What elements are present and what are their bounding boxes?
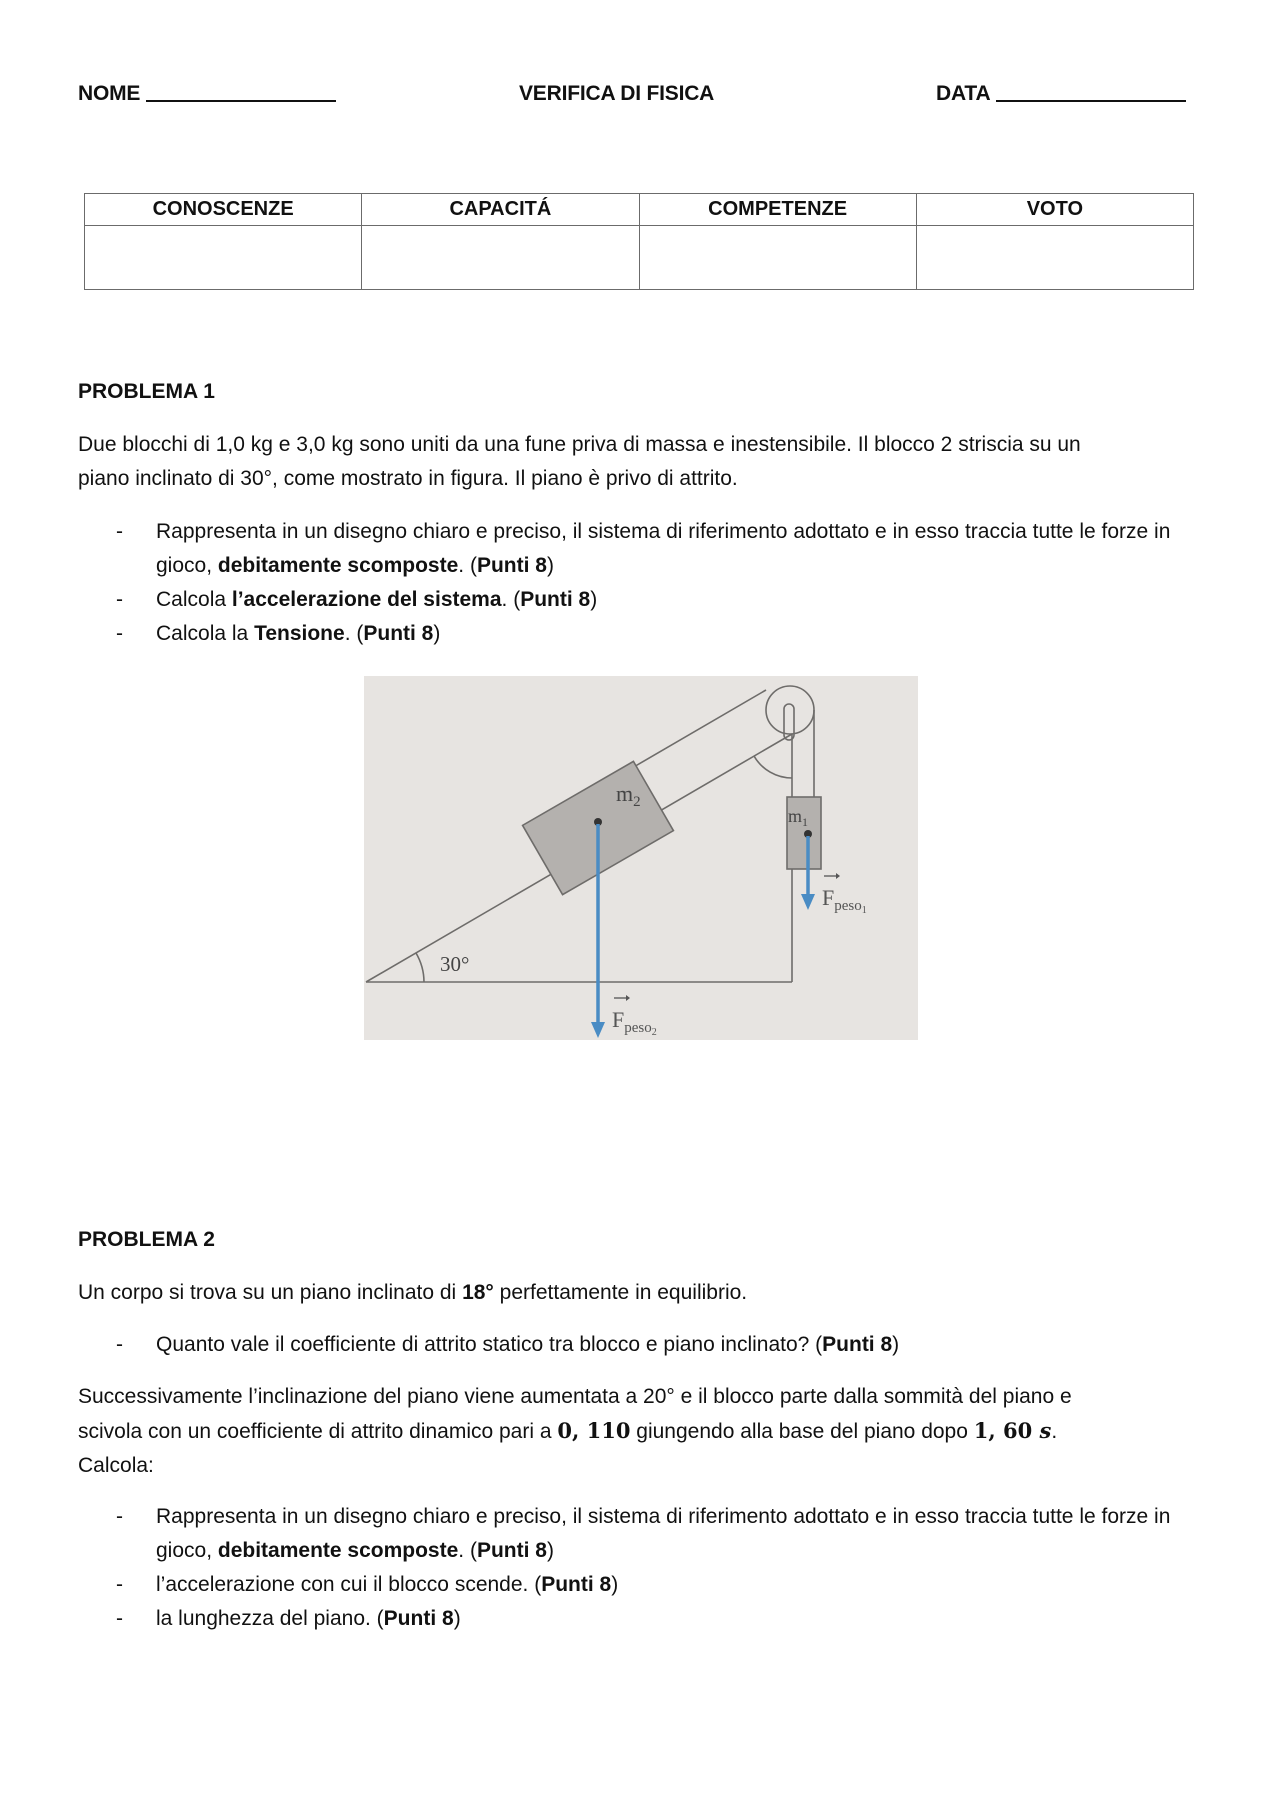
arrowhead-icon	[591, 1022, 605, 1038]
emphasis: l’accelerazione del sistema	[231, 588, 502, 611]
list-marker: -	[116, 622, 123, 645]
exam-title: VERIFICA DI FISICA	[519, 82, 715, 105]
list-marker: -	[116, 1333, 123, 1356]
problem2-task-1: - Rappresenta in un disegno chiaro e preciso, il sistema di riferimento adottato e in esso traccia tutte le forze in gioco, debitamente scomposte. (Punti 8)	[78, 1500, 1208, 1568]
points-label: Punti 8	[476, 1539, 547, 1562]
angle-arc-30	[416, 953, 424, 982]
inclined-plane-figure	[364, 676, 918, 1040]
list-marker: -	[116, 1505, 123, 1528]
grade-table-header-row	[85, 194, 1194, 226]
points-label: Punti 8	[383, 1607, 454, 1630]
list-marker: -	[116, 588, 123, 611]
inclined-plane-diagram	[364, 676, 918, 1040]
angle-value: 18°	[462, 1281, 494, 1304]
problem2-task-2: - l’accelerazione con cui il blocco scende. (Punti 8)	[78, 1568, 1208, 1602]
mu-value: 0, 110	[557, 1418, 631, 1443]
cell-competenze[interactable]	[639, 226, 916, 290]
angle-arc-top	[754, 756, 792, 778]
problem1-task-1: - Rappresenta in un disegno chiaro e preciso, il sistema di riferimento adottato e in esso traccia tutte le forze in gioco, debitamente scomposte. (Punti 8)	[78, 515, 1208, 583]
list-marker: -	[116, 1607, 123, 1630]
col-voto: VOTO	[916, 194, 1193, 226]
block2-label: $m_2$	[616, 781, 641, 810]
name-label: NOME	[78, 82, 141, 105]
list-marker: -	[116, 520, 123, 543]
pulley-icon	[766, 686, 814, 734]
problem1-intro	[78, 428, 1208, 496]
problem2-static-task-list	[78, 1328, 1208, 1362]
col-capacita: CAPACITÁ	[362, 194, 639, 226]
problem2-intro: Un corpo si trova su un piano inclinato di 18° perfettamente in equilibrio.	[78, 1281, 748, 1304]
emphasis: debitamente scomposte	[217, 1539, 459, 1562]
problem2-paragraph	[78, 1380, 1208, 1483]
points-label: Punti 8	[520, 588, 591, 611]
grade-table	[84, 193, 1194, 290]
problem2-title: PROBLEMA 2	[78, 1228, 215, 1251]
points-label: Punti 8	[476, 554, 547, 577]
problem1-title: PROBLEMA 1	[78, 380, 215, 403]
points-label: Punti 8	[363, 622, 434, 645]
list-marker: -	[116, 1573, 123, 1596]
col-conoscenze: CONOSCENZE	[85, 194, 362, 226]
svg-text:Fpeso2: $F_{peso}2$	[612, 1007, 657, 1038]
problem2-para-line2: scivola con un coefficiente di attrito dinamico pari a 0, 110 giungendo alla base del piano dopo 1, 60 s.	[78, 1418, 1058, 1443]
problem1-intro-line2: piano inclinato di 30°, come mostrato in figura. Il piano è privo di attrito.	[78, 467, 738, 490]
problem2-para-line3: Calcola:	[78, 1454, 154, 1477]
cell-conoscenze[interactable]	[85, 226, 362, 290]
name-blank-line[interactable]	[146, 82, 336, 102]
emphasis: debitamente scomposte	[217, 554, 459, 577]
problem2-para-line1: Successivamente l’inclinazione del piano viene aumentata a 20° e il blocco parte dalla sommità del piano e	[78, 1385, 1072, 1408]
problem1-task-2: - Calcola l’accelerazione del sistema. (Punti 8)	[78, 583, 1208, 617]
problem1-task-list	[78, 515, 1208, 651]
exam-header	[78, 82, 1202, 112]
problem2-task-static: - Quanto vale il coefficiente di attrito statico tra blocco e piano inclinato? (Punti 8)	[78, 1328, 1208, 1362]
points-label: Punti 8	[822, 1333, 893, 1356]
emphasis: Tensione	[254, 622, 345, 645]
angle-label: 30°	[440, 952, 470, 976]
grade-table-value-row	[85, 226, 1194, 290]
name-field[interactable]	[78, 82, 336, 106]
problem2-task-3: - la lunghezza del piano. (Punti 8)	[78, 1602, 1208, 1636]
problem1-task-3: - Calcola la Tensione. (Punti 8)	[78, 617, 1208, 651]
arrowhead-icon	[801, 894, 815, 910]
cell-voto[interactable]	[916, 226, 1193, 290]
date-blank-line[interactable]	[996, 82, 1186, 102]
block1-label: $m_1$	[788, 806, 809, 829]
date-field[interactable]	[936, 82, 1186, 106]
rope-incline	[632, 690, 766, 768]
points-label: Punti 8	[541, 1573, 612, 1596]
col-competenze: COMPETENZE	[639, 194, 916, 226]
force1-label	[822, 873, 867, 916]
cell-capacita[interactable]	[362, 226, 639, 290]
problem2-task-list	[78, 1500, 1208, 1636]
problem1-intro-line1: Due blocchi di 1,0 kg e 3,0 kg sono uniti da una fune priva di massa e inestensibile. Il blocco 2 striscia su un	[78, 433, 1081, 456]
time-value: 1, 60 s	[973, 1418, 1052, 1443]
svg-text:Fpeso1: $F_{peso}1$	[822, 885, 867, 916]
date-label: DATA	[936, 82, 991, 105]
force2-label	[612, 995, 657, 1038]
